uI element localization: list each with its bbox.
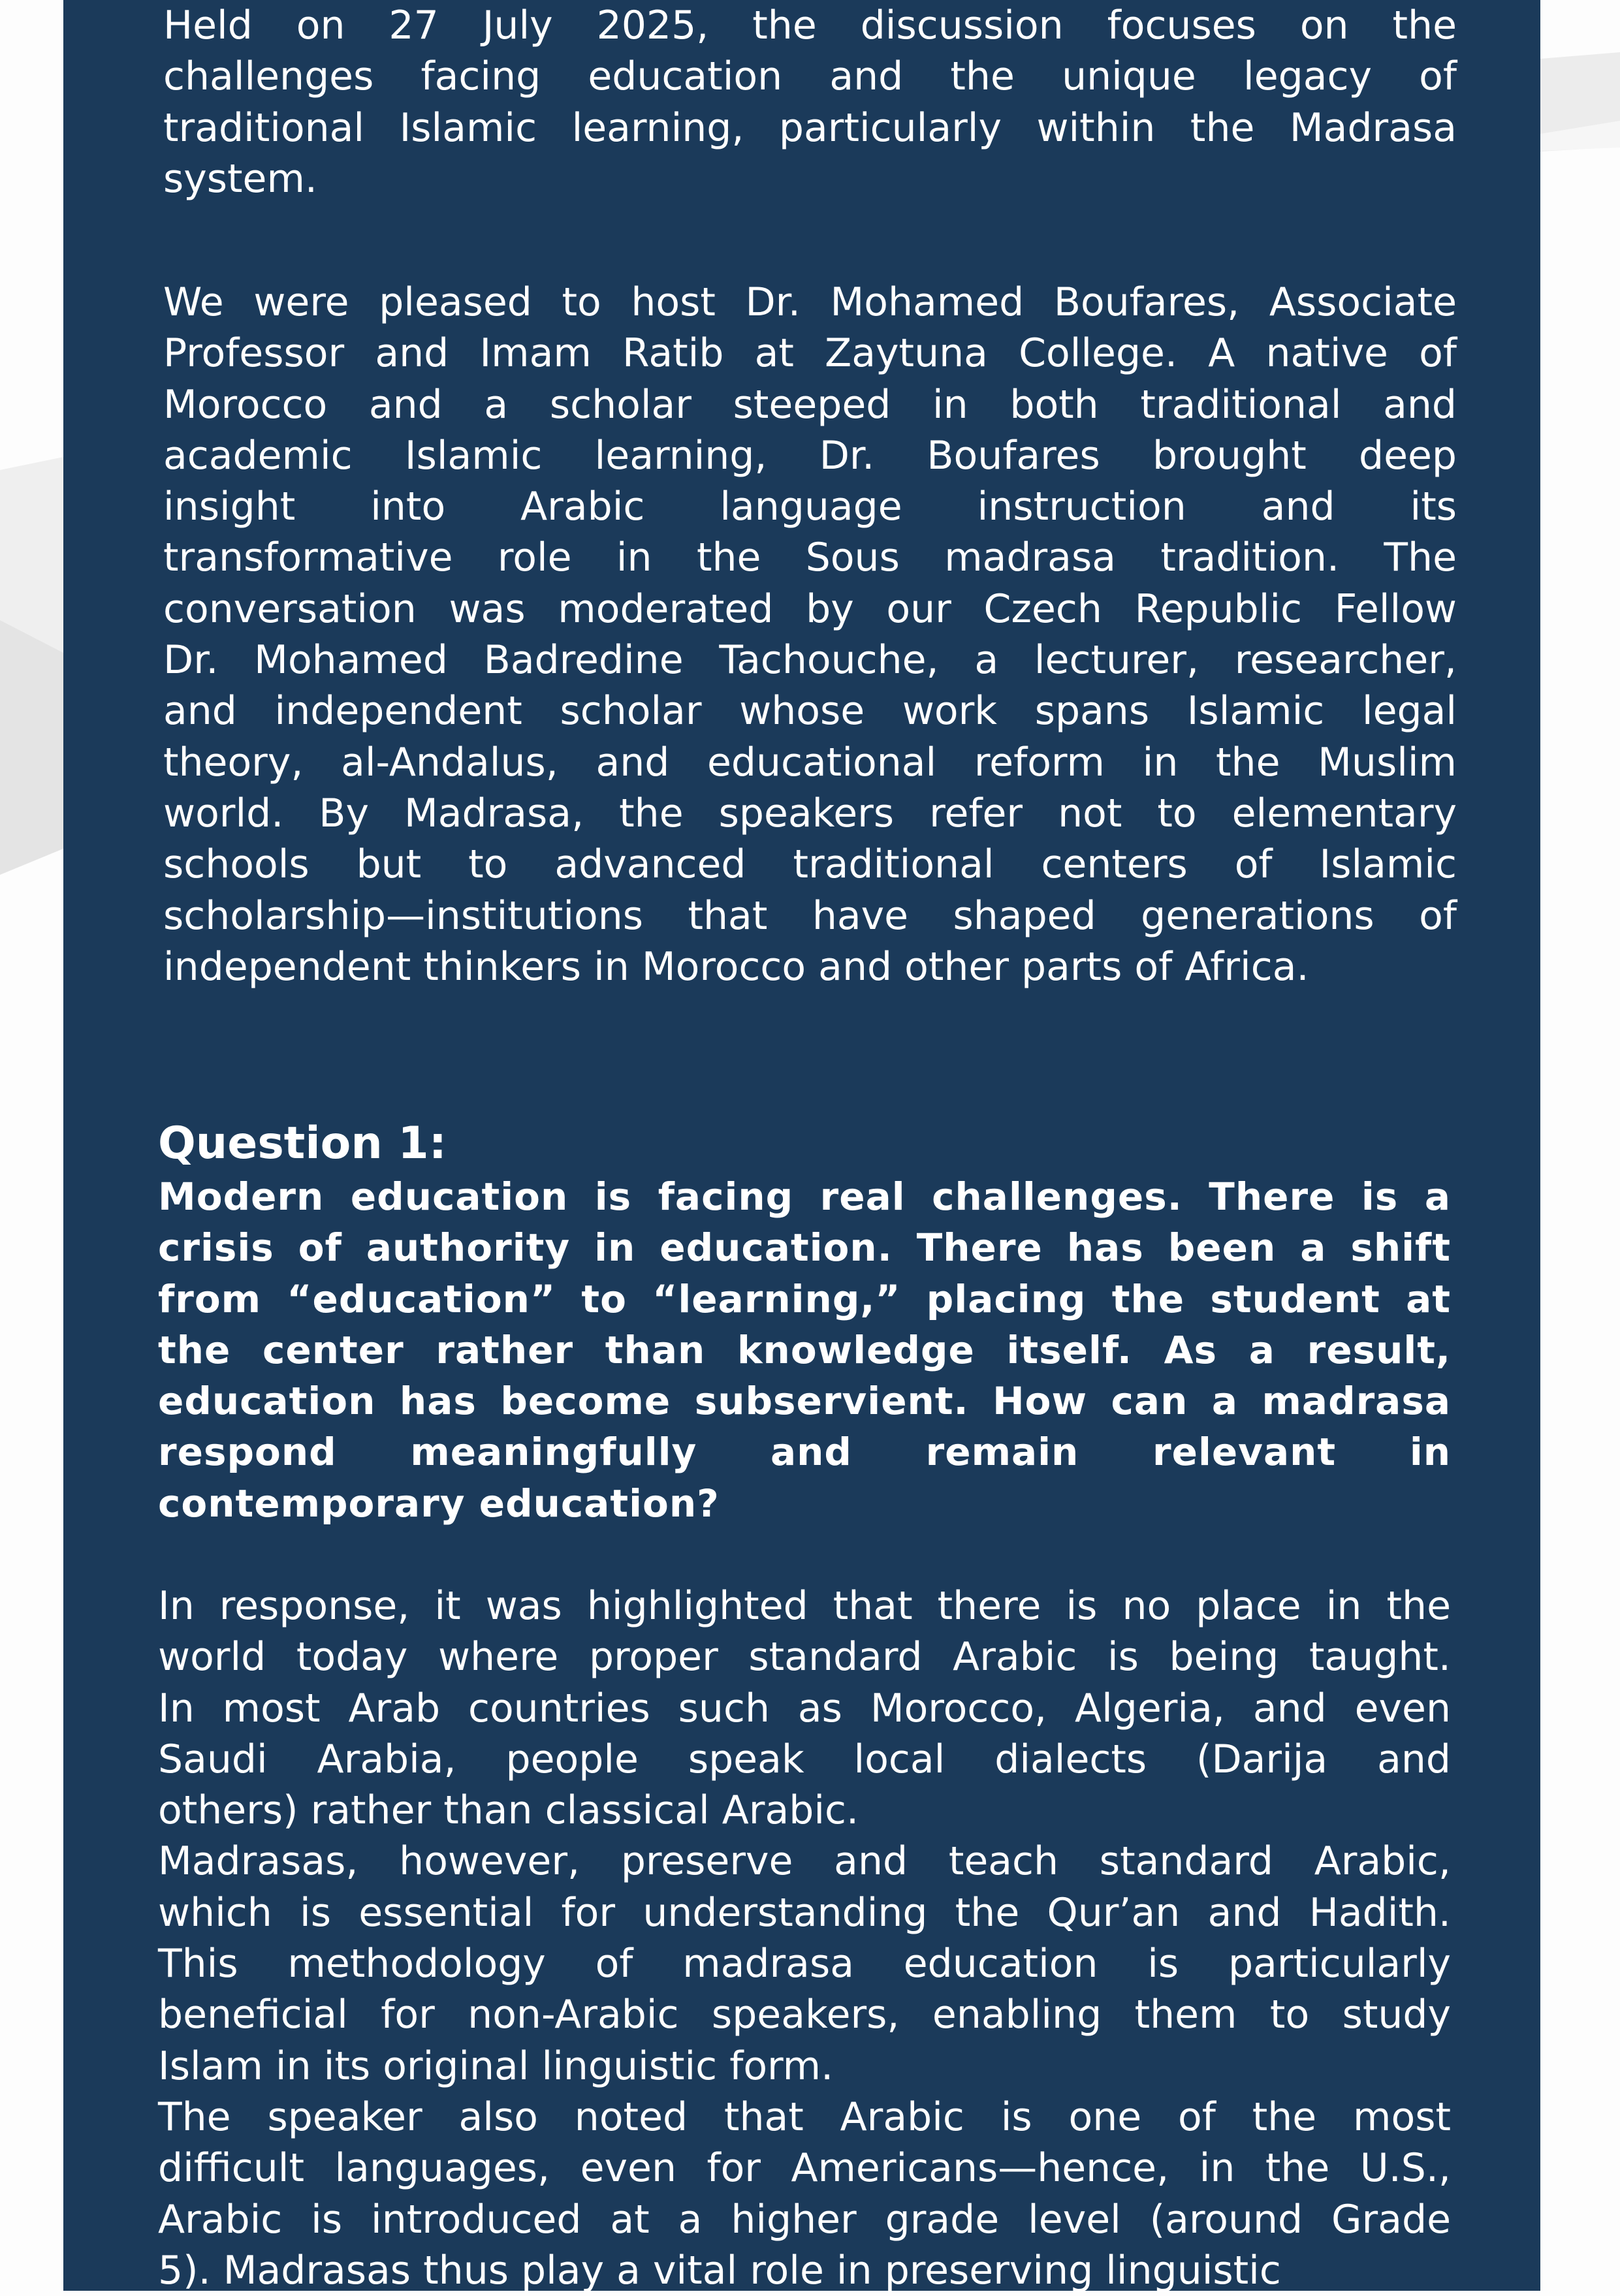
text-line: Arabic is introduced at a higher grade level (around Grade xyxy=(158,2196,1451,2242)
text-line: theory, al-Andalus, and educational reform in the Muslim xyxy=(163,739,1457,785)
text-line: education has become subservient. How can a madrasa xyxy=(158,1379,1451,1424)
question-1 xyxy=(158,1116,1451,1529)
text-line: Held on 27 July 2025, the discussion focuses on the xyxy=(163,3,1457,48)
text-line: 5). Madrasas thus play a vital role in preserving linguistic xyxy=(158,2247,1281,2293)
text-line: traditional Islamic learning, particularly within the Madrasa xyxy=(163,104,1457,151)
text-line: challenges facing education and the unique legacy of xyxy=(163,54,1457,100)
text-line: In response, it was highlighted that there is no place in the xyxy=(158,1583,1451,1629)
text-line: difficult languages, even for Americans—hence, in the U.S., xyxy=(158,2145,1451,2192)
text-line: others) rather than classical Arabic. xyxy=(158,1787,859,1834)
text-line: beneficial for non-Arabic speakers, enabling them to study xyxy=(158,1992,1451,2038)
text-line: Saudi Arabia, people speak local dialects (Darija and xyxy=(158,1736,1451,1782)
text-line: crisis of authority in education. There has been a shift xyxy=(158,1225,1451,1270)
text-line: world. By Madrasa, the speakers refer not to elementary xyxy=(163,790,1457,836)
text-line: We were pleased to host Dr. Mohamed Boufares, Associate xyxy=(163,279,1457,325)
text-line: from “education” to “learning,” placing the student at xyxy=(158,1276,1451,1321)
question-text xyxy=(158,1171,1451,1529)
question-heading: Question 1: xyxy=(158,1118,447,1169)
text-line: respond meaningfully and remain relevant in xyxy=(158,1430,1451,1475)
text-line: transformative role in the Sous madrasa tradition. The xyxy=(163,535,1457,581)
text-line: Islam in its original linguistic form. xyxy=(158,2043,834,2089)
text-line: Modern education is facing real challenges. There is a xyxy=(158,1174,1451,1219)
text-line: conversation was moderated by our Czech Republic Fellow xyxy=(163,586,1457,632)
text-line: academic Islamic learning, Dr. Boufares brought deep xyxy=(163,432,1457,479)
response-paragraph xyxy=(158,1580,1451,2296)
host-paragraph xyxy=(163,277,1457,992)
text-line: Madrasas, however, preserve and teach standard Arabic, xyxy=(158,1838,1451,1885)
text-line: Professor and Imam Ratib at Zaytuna College. A native of xyxy=(163,330,1457,377)
text-line: Dr. Mohamed Badredine Tachouche, a lecturer, researcher, xyxy=(163,637,1457,684)
text-line: system. xyxy=(163,155,317,202)
text-line: schools but to advanced traditional centers of Islamic xyxy=(163,841,1457,888)
text-line: This methodology of madrasa education is particularly xyxy=(158,1941,1451,1987)
text-line: world today where proper standard Arabic is being taught. xyxy=(158,1634,1451,1680)
text-line: and independent scholar whose work spans Islamic legal xyxy=(163,688,1457,734)
text-line: The speaker also noted that Arabic is one of the most xyxy=(158,2094,1451,2140)
text-line: insight into Arabic language instruction and its xyxy=(163,484,1457,530)
text-line: the center rather than knowledge itself. As a result, xyxy=(158,1327,1451,1372)
text-line: independent thinkers in Morocco and other parts of Africa. xyxy=(163,943,1309,990)
text-line: which is essential for understanding the Qur’an and Hadith. xyxy=(158,1889,1451,1936)
text-line: contemporary education? xyxy=(158,1481,720,1526)
text-line: Morocco and a scholar steeped in both traditional and xyxy=(163,381,1457,428)
text-line: scholarship—institutions that have shaped generations of xyxy=(163,892,1457,939)
intro-paragraph xyxy=(163,0,1457,204)
text-line: In most Arab countries such as Morocco, Algeria, and even xyxy=(158,1685,1451,1731)
